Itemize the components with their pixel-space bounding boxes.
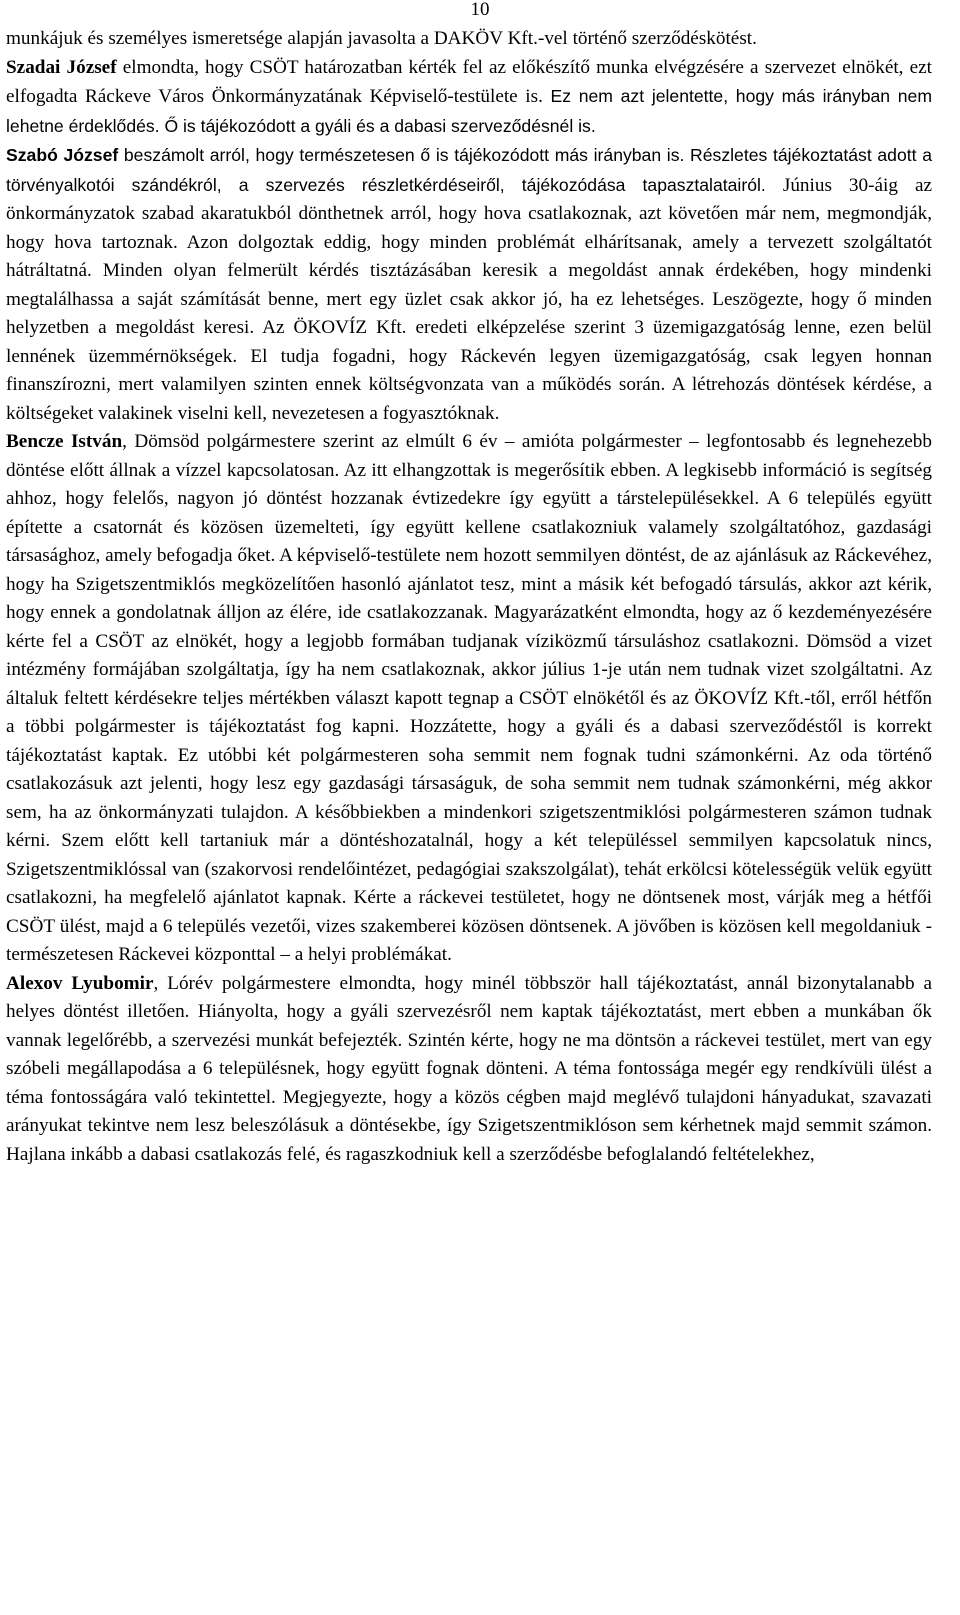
paragraph-text: elmondta, hogy CSÖT határozatban kérték fel az előkészítő munka elvégzésére a szervezet elnökét, ezt elfogadta Ráckeve Város Önkormányzatának Képviselő-testülete is. [6,56,932,107]
paragraph [6,970,932,1170]
speaker-name: Bencze István [6,431,123,452]
paragraph-text: munkájuk és személyes ismeretsége alapján javasolta a DAKÖV Kft.-vel történő szerződéskötést. [6,28,757,49]
document-body [6,25,932,1169]
paragraph-text: , Dömsöd polgármestere szerint az elmúlt 6 év – amióta polgármester – legfontosabb és legnehezebb döntése előtt állnak a vízzel kapcsolatosan. Az itt elhangzottak is megerősítik ebben. A legkisebb információ is segítség ahhoz, hogy felelős, nagyon jó döntést hozzanak évtizedekre így együtt a társtelepülésekkel. A 6 település együtt építette a csatornát és közösen üzemelteti, így együtt kellene csatlakozniuk valamely szolgáltatóhoz, gazdasági társasághoz, amely befogadja őket. A képviselő-testülete nem hozott semmilyen döntést, de az ajánlásuk az Ráckevéhez, hogy ha Szigetszentmiklós megközelítően hasonló ajánlatot tesz, mint a másik két befogadó társulás, akkor azt kérik, hogy ennek a gondolatnak álljon az élére, ide csatlakozzanak. Magyarázatként elmondta, hogy az ő kezdeményezésére kérte fel a CSÖT az elnökét, hogy a legjobb formában tudjanak víziközmű társuláshoz csatlakozni. Dömsöd a vizet intézmény formájában szolgáltatja, így ha nem csatlakoznak, akkor július 1-je után nem tudnak vizet szolgáltatni. Az általuk feltett kérdésekre teljes mértékben választ kapott tegnap a CSÖT elnökétől és az ÖKOVÍZ Kft.-től, erről hétfőn a többi polgármester is tájékoztatást fog kapni. Hozzátette, hogy a gyáli és a dabasi szerveződéstől is korrekt tájékoztatást kaptak. Ez utóbbi két polgármesteren soha semmit nem fognak tudni számonkérni. Az oda történő csatlakozásuk azt jelenti, hogy lesz egy gazdasági társaságuk, de soha semmit nem tudnak számonkérni, még akkor sem, ha az önkormányzati tulajdon. A későbbiekben a mindenkori szigetszentmiklósi polgármesteren számon tudnak kérni. Szem előtt kell tartaniuk már a döntéshozatalnál, hogy a két településsel semmilyen kapcsolatuk nincs, Szigetszentmiklóssal van (szakorvosi rendelőintézet, pedagógiai szakszolgálat), tehát erkölcsi kötelességük velük együtt csatlakozni, ha megfelelő ajánlatot kapnak. Kérte a ráckevei testületet, hogy ne döntsenek most, várják meg a hétfői CSÖT ülést, majd a 6 település vezetői, vizes szakemberei közösen döntsenek. A jövőben is közösen kell megoldaniuk - természetesen Ráckevei központtal – a helyi problémákat. [6,431,932,965]
speaker-name: Alexov Lyubomir [6,972,154,994]
paragraph [6,54,932,142]
paragraph-text: beszámolt arról, hogy természetesen ő is tájékozódott más irányban is. Részletes tájékoztatást adott a törvényalkotói szándékról, a szervezés részletkérdéseiről, tájékozódása tapasztalatairól. [6,145,932,195]
paragraph [6,25,932,54]
page-number: 10 [470,0,490,20]
paragraph [6,428,932,970]
speaker-name: Szadai József [6,56,117,78]
speaker-name: Szabó József [6,145,119,165]
paragraph-text: Június 30-áig az önkormányzatok szabad akaratukból dönthetnek arról, hogy hova csatlakoznak, azt követően már nem, megmondják, hogy hova tartoznak. Azon dolgoztak eddig, hogy minden problémát elhárítsanak, amely a tervezett szolgáltatót hátráltatná. Minden olyan felmerült kérdés tisztázásában keresik a megoldást annak érdekében, hogy mindenki megtalálhassa a saját számítását benne, mert egy üzlet csak akkor jó, ha ez lehetséges. Leszögezte, hogy ő minden helyzetben a megoldást keresi. Az ÖKOVÍZ Kft. eredeti elképzelése szerint 3 üzemigazgatóság lenne, ezen belül lennének üzemmérnökségek. El tudja fogadni, hogy Ráckevén legyen üzemigazgatóság, csak legyen honnan finanszírozni, mert valamilyen szinten ennek költségvonzata van a működés során. A létrehozás döntések kérdése, a költségeket valakinek viselni kell, nevezetesen a fogyasztóknak. [6,174,932,424]
paragraph-text: , Lórév polgármestere elmondta, hogy minél többször hall tájékoztatást, annál bizonytalanabb a helyes döntést illetően. Hiányolta, hogy a gyáli szervezésről nem kaptak tájékoztatást, mert ebben a munkában ők vannak legelőrébb, a szervezési munkát befejezték. Szintén kérte, hogy ne ma döntsön a ráckevei testület, mert van egy szóbeli megállapodása a 6 településnek, hogy együtt fognak dönteni. A téma fontossága megér egy rendkívüli ülést a téma fontosságára való tekintettel. Megjegyezte, hogy a közös cégben majd meglévő tulajdoni hányadukat, szavazati arányukat tekintve nem lesz beleszólásuk a döntésekbe, így Szigetszentmiklóson sem kérhetnek majd semmit számon. Hajlana inkább a dabasi csatlakozás felé, és ragaszkodniuk kell a szerződésbe befoglalandó feltételekhez, [6,972,932,1165]
paragraph-text: Ez nem azt jelentette, hogy más irányban nem lehetne érdeklődés. Ő is tájékozódott a gyáli és a dabasi szerveződésnél is. [6,86,932,136]
paragraph [6,141,932,428]
